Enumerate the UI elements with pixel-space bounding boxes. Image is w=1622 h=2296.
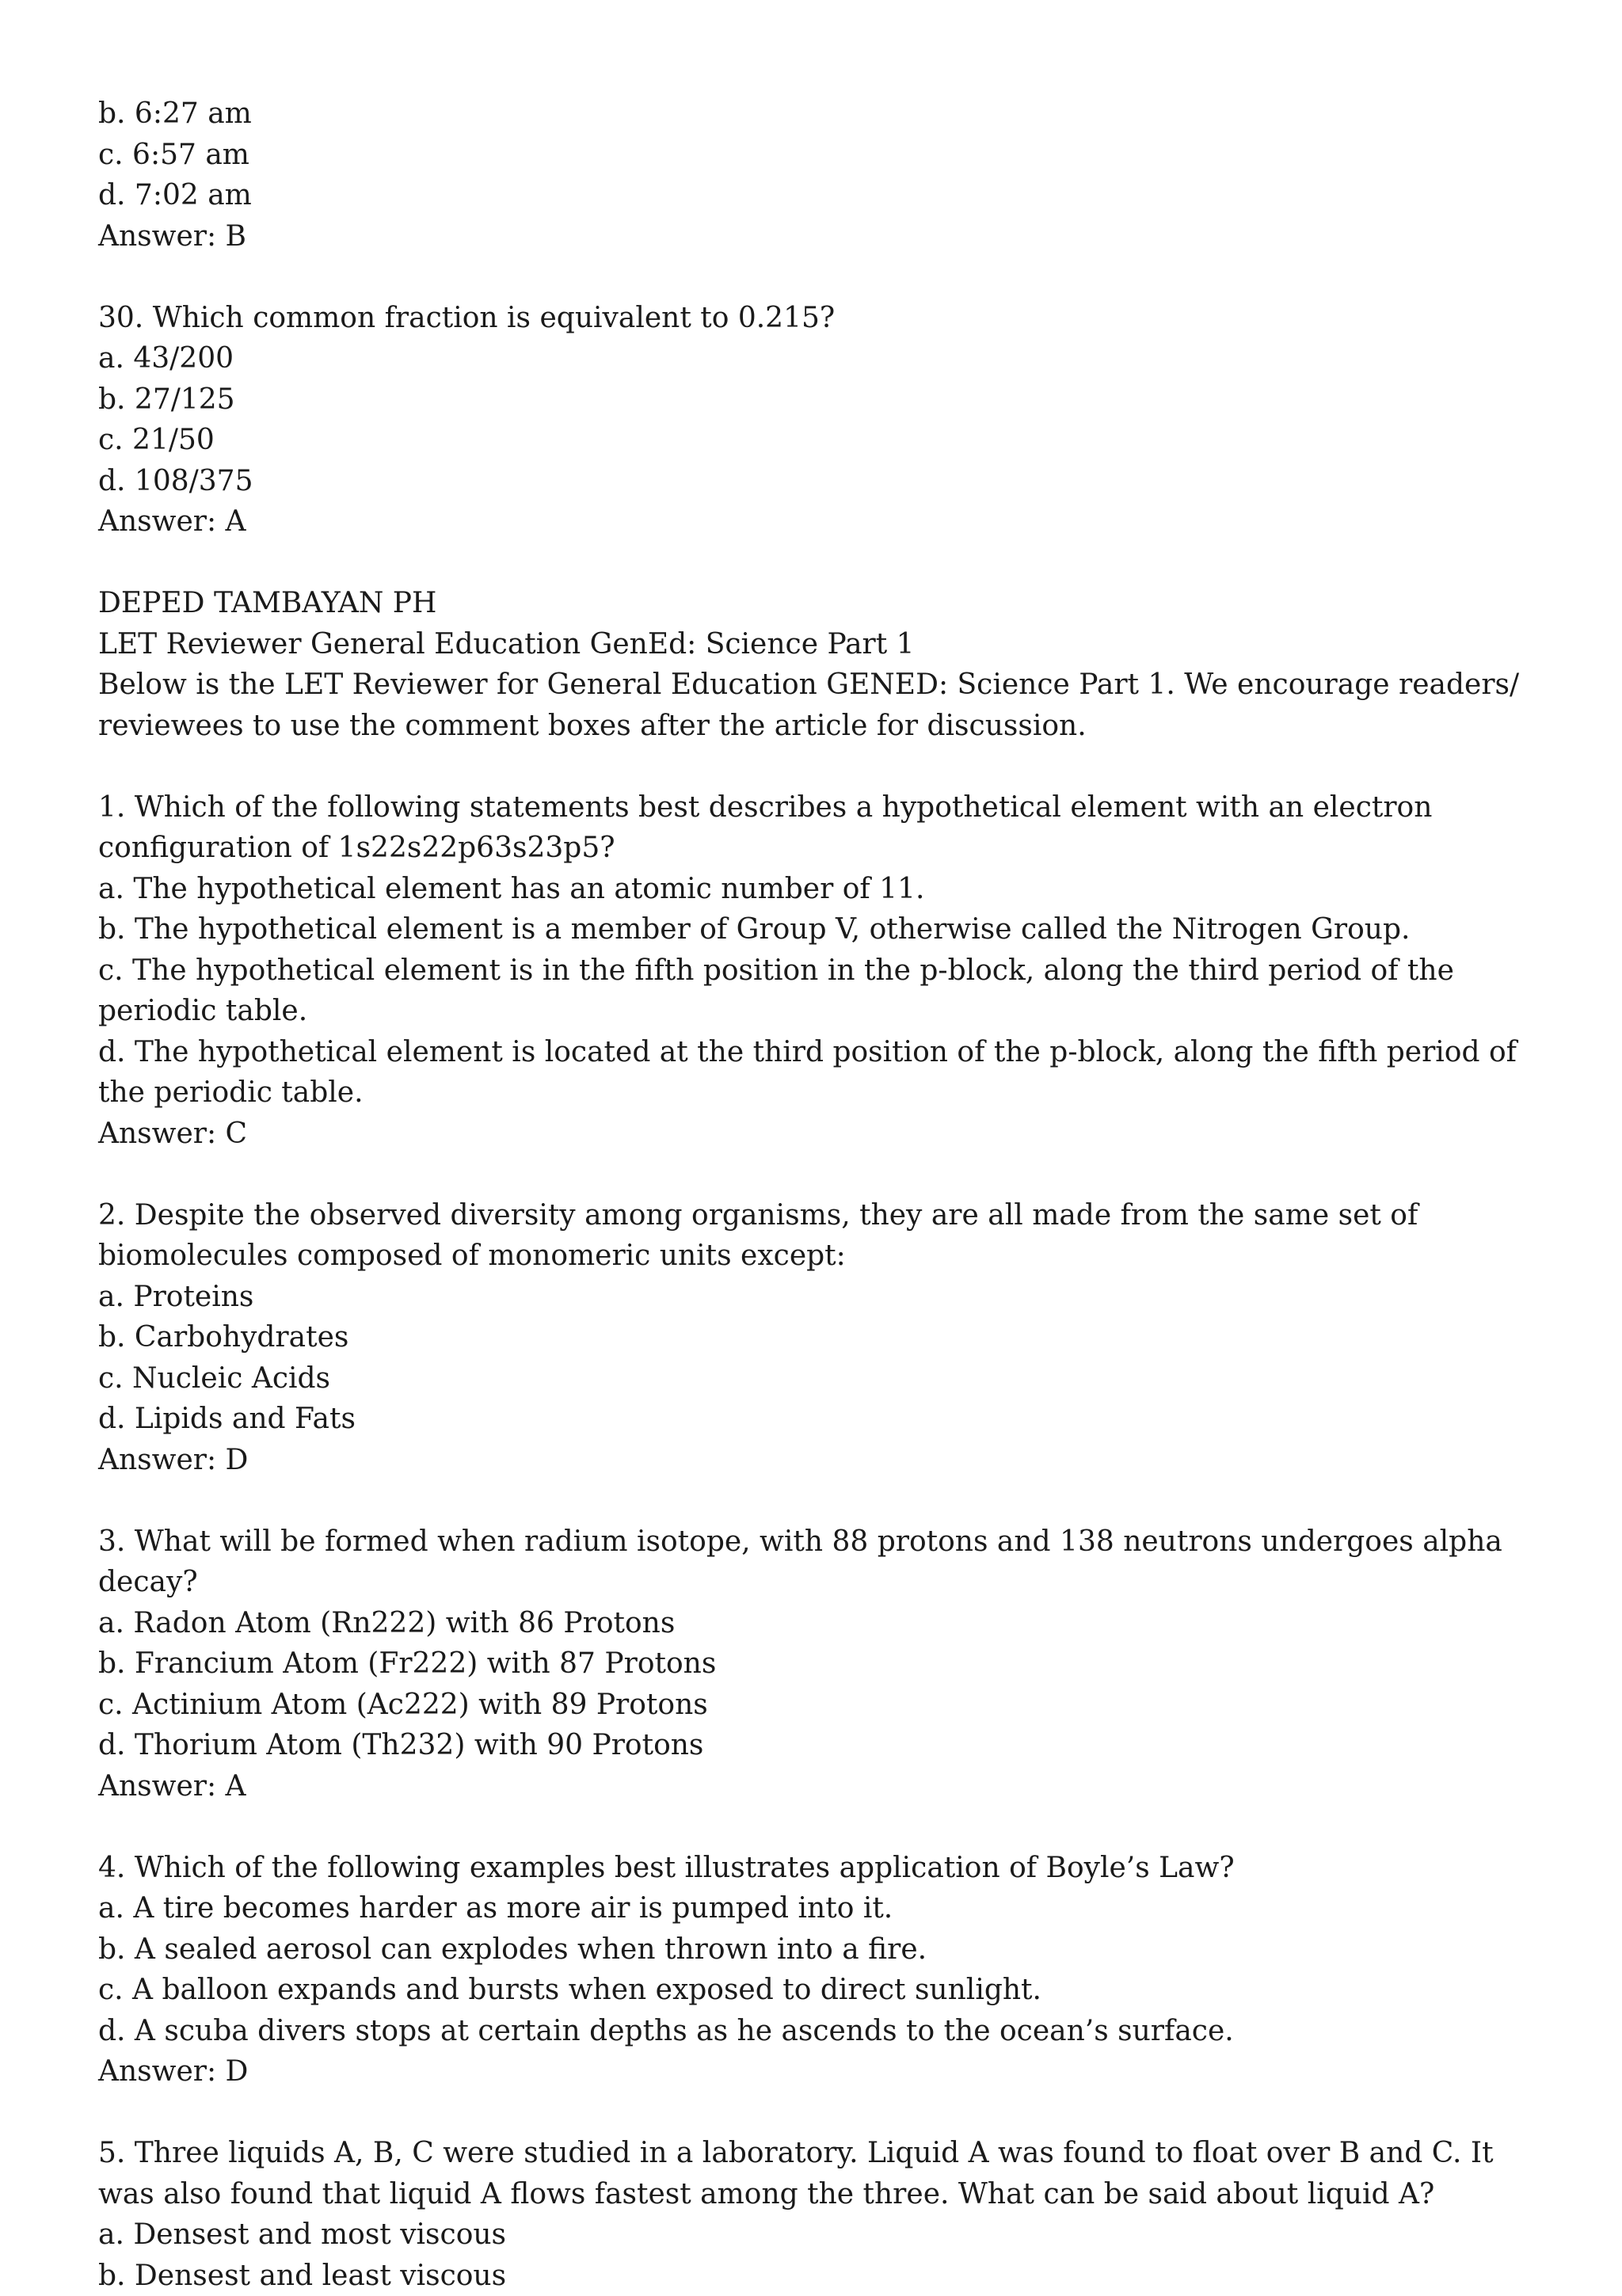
- choice-d: d. Lipids and Fats: [98, 1399, 1524, 1440]
- question-30: [98, 298, 1524, 543]
- choice-a: a. Proteins: [98, 1277, 1524, 1318]
- choice-c: c. Nucleic Acids: [98, 1358, 1524, 1399]
- choice-c: c. A balloon expands and bursts when exposed to direct sunlight.: [98, 1970, 1524, 2011]
- choice-d: d. 7:02 am: [98, 175, 1524, 216]
- question-text: 1. Which of the following statements best describes a hypothetical element with an electron configuration of 1s22s22p63s23p5?: [98, 787, 1524, 869]
- question-text: 4. Which of the following examples best illustrates application of Boyle’s Law?: [98, 1848, 1524, 1889]
- choice-c: c. Actinium Atom (Ac222) with 89 Protons: [98, 1685, 1524, 1726]
- section-description: Below is the LET Reviewer for General Education GENED: Science Part 1. We encourage readers/ reviewees to use the comment boxes after the article for discussion.: [98, 664, 1524, 746]
- answer: Answer: D: [98, 1440, 1524, 1481]
- choice-b: b. Carbohydrates: [98, 1317, 1524, 1358]
- question-text: 3. What will be formed when radium isotope, with 88 protons and 138 neutrons undergoes alpha decay?: [98, 1521, 1524, 1603]
- choice-b: b. Francium Atom (Fr222) with 87 Protons: [98, 1643, 1524, 1685]
- choice-c: c. 21/50: [98, 420, 1524, 461]
- question-text: 30. Which common fraction is equivalent to 0.215?: [98, 298, 1524, 339]
- choice-d: d. The hypothetical element is located at the third position of the p-block, along the fifth period of the periodic table.: [98, 1032, 1524, 1114]
- answer: Answer: A: [98, 1766, 1524, 1807]
- section-title: LET Reviewer General Education GenEd: Science Part 1: [98, 624, 1524, 665]
- science-question-5: [98, 2133, 1524, 2296]
- section-intro: [98, 583, 1524, 746]
- choice-b: b. A sealed aerosol can explodes when thrown into a fire.: [98, 1929, 1524, 1970]
- science-question-1: [98, 787, 1524, 1155]
- question-text: 5. Three liquids A, B, C were studied in a laboratory. Liquid A was found to float over B and C. It was also found that liquid A flows fastest among the three. What can be said about liquid A?: [98, 2133, 1524, 2214]
- choice-c: c. 6:57 am: [98, 135, 1524, 176]
- answer: Answer: D: [98, 2051, 1524, 2092]
- science-question-3: [98, 1521, 1524, 1807]
- choice-a: a. A tire becomes harder as more air is pumped into it.: [98, 1888, 1524, 1929]
- choice-b: b. The hypothetical element is a member of Group V, otherwise called the Nitrogen Group.: [98, 909, 1524, 950]
- choice-d: d. Thorium Atom (Th232) with 90 Protons: [98, 1725, 1524, 1766]
- choice-c: c. The hypothetical element is in the fifth position in the p-block, along the third period of the periodic table.: [98, 950, 1524, 1032]
- choice-a: a. Densest and most viscous: [98, 2214, 1524, 2256]
- document-page: [98, 93, 1524, 2296]
- answer: Answer: A: [98, 501, 1524, 543]
- source-name: DEPED TAMBAYAN PH: [98, 583, 1524, 624]
- choice-a: a. Radon Atom (Rn222) with 86 Protons: [98, 1603, 1524, 1644]
- choice-b: b. 6:27 am: [98, 93, 1524, 135]
- question-text: 2. Despite the observed diversity among organisms, they are all made from the same set of biomolecules composed of monomeric units except:: [98, 1195, 1524, 1277]
- choice-a: a. 43/200: [98, 338, 1524, 379]
- choice-b: b. 27/125: [98, 379, 1524, 421]
- choice-b: b. Densest and least viscous: [98, 2256, 1524, 2296]
- choice-d: d. 108/375: [98, 461, 1524, 502]
- science-question-2: [98, 1195, 1524, 1481]
- question-29-continued: [98, 93, 1524, 257]
- choice-a: a. The hypothetical element has an atomic number of 11.: [98, 869, 1524, 910]
- answer: Answer: B: [98, 216, 1524, 257]
- choice-d: d. A scuba divers stops at certain depths as he ascends to the ocean’s surface.: [98, 2011, 1524, 2052]
- science-question-4: [98, 1848, 1524, 2092]
- answer: Answer: C: [98, 1114, 1524, 1155]
